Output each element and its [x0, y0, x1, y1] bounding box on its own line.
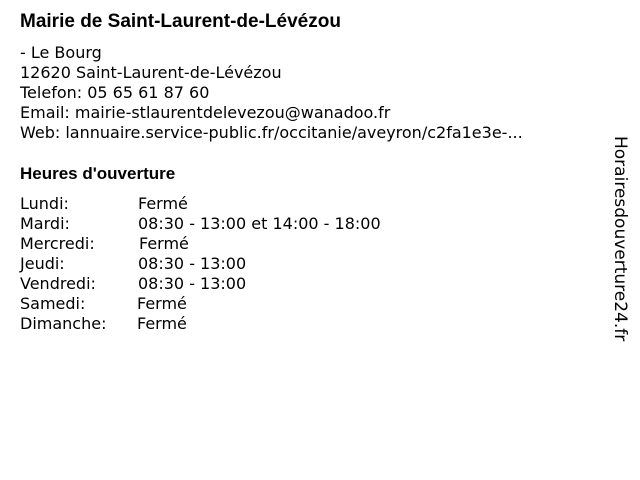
phone-number: Telefon: 05 65 61 87 60 [20, 83, 210, 102]
day-label: Dimanche: [20, 314, 107, 333]
day-hours: Fermé [137, 314, 187, 333]
day-label: Mercredi: [20, 234, 95, 253]
address-city: 12620 Saint-Laurent-de-Lévézou [20, 63, 282, 82]
day-label: Mardi: [20, 214, 70, 233]
day-hours: Fermé [137, 294, 187, 313]
day-hours: 08:30 - 13:00 et 14:00 - 18:00 [138, 214, 381, 233]
day-hours: 08:30 - 13:00 [138, 254, 247, 273]
website-link[interactable]: Web: lannuaire.service-public.fr/occitanie/aveyron/c2fa1e3e-... [20, 123, 523, 142]
email-address: Email: mairie-stlaurentdelevezou@wanadoo.fr [20, 103, 391, 122]
address-block [20, 43, 523, 143]
day-hours: 08:30 - 13:00 [138, 274, 247, 293]
day-label: Jeudi: [20, 254, 65, 273]
address-street: - Le Bourg [20, 43, 102, 62]
day-label: Lundi: [20, 194, 69, 213]
day-label: Vendredi: [20, 274, 96, 293]
day-hours: Fermé [138, 194, 188, 213]
hours-heading: Heures d'ouverture [20, 164, 176, 183]
site-watermark: Horairesdouverture24.fr [610, 136, 630, 342]
page-title: Mairie de Saint-Laurent-de-Lévézou [20, 11, 341, 32]
day-label: Samedi: [20, 294, 86, 313]
day-hours: Fermé [139, 234, 189, 253]
